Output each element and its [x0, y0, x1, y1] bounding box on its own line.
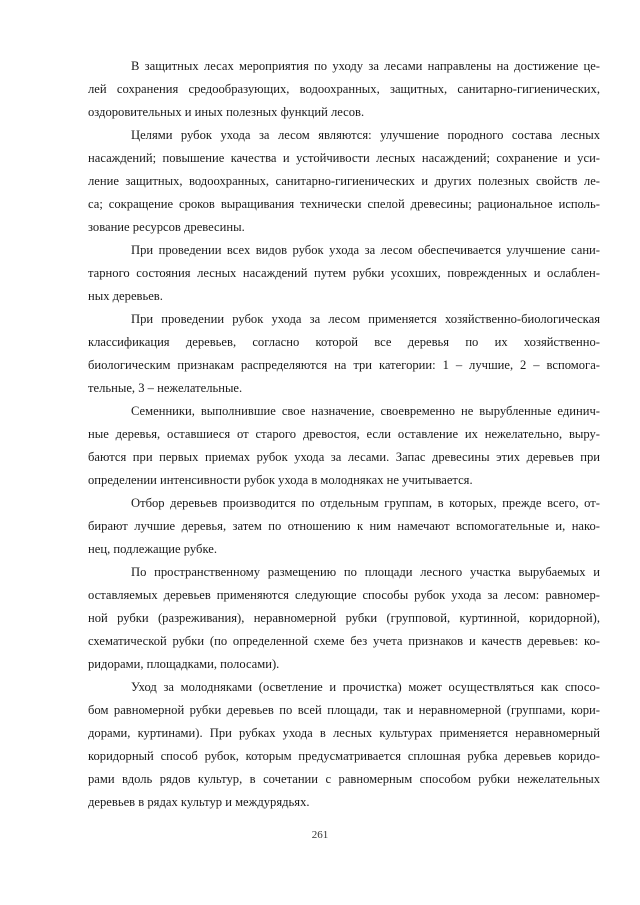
body-text [88, 55, 600, 814]
text-line: ление защитных, водоохранных, санитарно-гигиенических и других полезных свойств ле- [88, 174, 600, 188]
paragraph [88, 308, 600, 400]
paragraph [88, 492, 600, 561]
page-number: 261 [311, 829, 329, 841]
paragraph [88, 676, 600, 814]
text-line: классификация деревьев, согласно которой все деревья по их хозяйственно- [88, 335, 600, 349]
text-line: деревьев в рядах культур и междурядьях. [88, 795, 310, 809]
paragraph [88, 55, 600, 124]
paragraph [88, 561, 600, 676]
paragraph [88, 400, 600, 492]
text-line: тарного состояния лесных насаждений путем рубки усохших, поврежденных и ослаблен- [88, 266, 600, 280]
text-line: ные деревья, оставшиеся от старого древостоя, если оставление их нежелательно, выру- [88, 427, 600, 441]
text-line: Семенники, выполнившие свое назначение, своевременно не вырубленные единич- [131, 404, 600, 418]
text-line: По пространственному размещению по площади лесного участка вырубаемых и [131, 565, 600, 579]
text-line: ных деревьев. [88, 289, 163, 303]
text-line: Уход за молодняками (осветление и прочистка) может осуществляться как спосо- [131, 680, 600, 694]
paragraph [88, 124, 600, 239]
text-line: зование ресурсов древесины. [88, 220, 245, 234]
text-line: оставляемых деревьев применяются следующие способы рубок ухода за лесом: равномер- [88, 588, 600, 602]
text-line: лей сохранения средообразующих, водоохранных, защитных, санитарно-гигиенических, [88, 82, 600, 96]
text-line: Целями рубок ухода за лесом являются: улучшение породного состава лесных [131, 128, 600, 142]
text-line: баются при первых приемах рубок ухода за лесами. Запас древесины этих деревьев при [88, 450, 600, 464]
text-line: бирают лучшие деревья, затем по отношению к ним намечают вспомогательные и, нако- [88, 519, 600, 533]
text-line: оздоровительных и иных полезных функций лесов. [88, 105, 365, 119]
text-line: нец, подлежащие рубке. [88, 542, 217, 556]
text-line: тельные, 3 – нежелательные. [88, 381, 243, 395]
text-line: коридорный способ рубок, которым предусматривается сплошная рубка деревьев коридо- [88, 749, 600, 763]
text-line: При проведении всех видов рубок ухода за лесом обеспечивается улучшение сани- [131, 243, 600, 257]
text-line: В защитных лесах мероприятия по уходу за лесами направлены на достижение це- [131, 59, 600, 73]
text-line: рами вдоль рядов культур, в сочетании с равномерным способом рубки нежелательных [88, 772, 600, 786]
text-line: При проведении рубок ухода за лесом применяется хозяйственно-биологическая [131, 312, 600, 326]
text-line: са; сокращение сроков выращивания технически спелой древесины; рациональное исполь- [88, 197, 600, 211]
text-line: бом равномерной рубки деревьев по всей площади, так и неравномерной (группами, кори- [88, 703, 600, 717]
text-line: определении интенсивности рубок ухода в молодняках не учитывается. [88, 473, 473, 487]
text-line: насаждений; повышение качества и устойчивости лесных насаждений; сохранение и уси- [88, 151, 600, 165]
text-line: Отбор деревьев производится по отдельным группам, в которых, прежде всего, от- [131, 496, 600, 510]
text-line: ридорами, площадками, полосами). [88, 657, 280, 671]
paragraph [88, 239, 600, 308]
text-line: биологическим признакам распределяются на три категории: 1 – лучшие, 2 – вспомога- [88, 358, 600, 372]
text-line: ной рубки (разреживания), неравномерной рубки (групповой, куртинной, коридорной), [88, 611, 600, 625]
text-line: схематической рубки (по определенной схеме без учета признаков и качеств деревьев: ко- [88, 634, 600, 648]
text-line: дорами, куртинами). При рубках ухода в лесных культурах применяется неравномерный [88, 726, 600, 740]
